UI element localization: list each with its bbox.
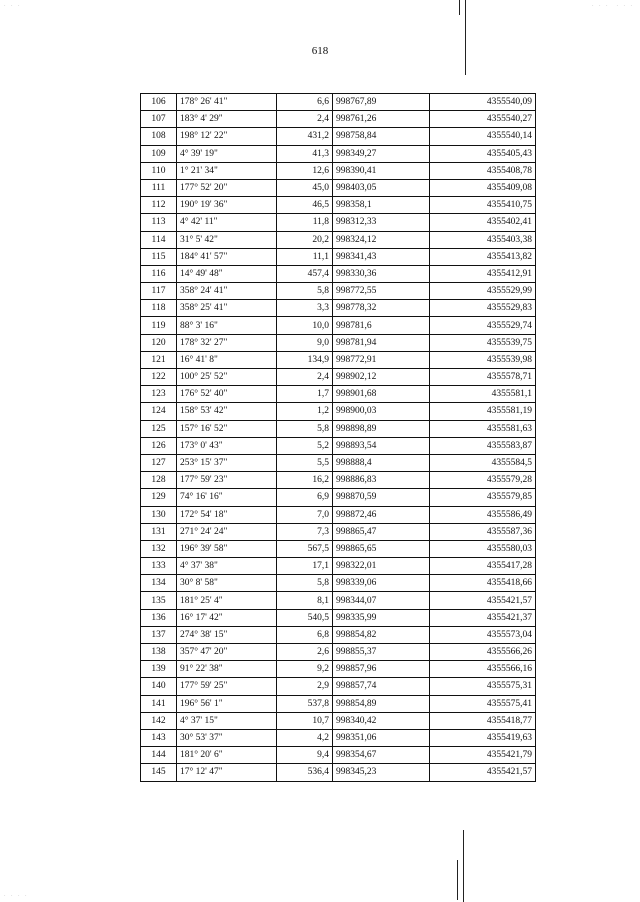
point-number-cell: 115 [141, 248, 177, 265]
point-number-cell: 119 [141, 317, 177, 334]
y-coordinate-cell: 4355418,66 [430, 575, 536, 592]
length-cell: 12,6 [277, 162, 333, 179]
y-coordinate-cell: 4355412,91 [430, 265, 536, 282]
table-row [141, 558, 536, 575]
angle-cell: 184° 41' 57" [177, 248, 277, 265]
y-coordinate-cell: 4355540,27 [430, 111, 536, 128]
length-cell: 2,4 [277, 369, 333, 386]
point-number-cell: 141 [141, 695, 177, 712]
point-number-cell: 132 [141, 540, 177, 557]
length-cell: 9,0 [277, 334, 333, 351]
x-coordinate-cell: 998330,36 [333, 265, 430, 282]
angle-cell: 100° 25' 52" [177, 369, 277, 386]
length-cell: 10,7 [277, 712, 333, 729]
length-cell: 20,2 [277, 231, 333, 248]
y-coordinate-cell: 4355405,43 [430, 145, 536, 162]
angle-cell: 4° 37' 38" [177, 558, 277, 575]
x-coordinate-cell: 998322,01 [333, 558, 430, 575]
table-row [141, 540, 536, 557]
point-number-cell: 128 [141, 472, 177, 489]
scan-noise-top-left: . . . [4, 2, 22, 8]
angle-cell: 14° 49' 48" [177, 265, 277, 282]
table-row [141, 609, 536, 626]
angle-cell: 358° 25' 41" [177, 300, 277, 317]
x-coordinate-cell: 998351,06 [333, 729, 430, 746]
angle-cell: 30° 8' 58" [177, 575, 277, 592]
x-coordinate-cell: 998854,82 [333, 626, 430, 643]
angle-cell: 91° 22' 38" [177, 661, 277, 678]
point-number-cell: 112 [141, 197, 177, 214]
point-number-cell: 142 [141, 712, 177, 729]
length-cell: 7,0 [277, 506, 333, 523]
x-coordinate-cell: 998898,89 [333, 420, 430, 437]
point-number-cell: 122 [141, 369, 177, 386]
point-number-cell: 137 [141, 626, 177, 643]
x-coordinate-cell: 998345,23 [333, 764, 430, 781]
table-row [141, 265, 536, 282]
x-coordinate-cell: 998772,55 [333, 283, 430, 300]
y-coordinate-cell: 4355419,63 [430, 729, 536, 746]
point-number-cell: 145 [141, 764, 177, 781]
y-coordinate-cell: 4355421,57 [430, 764, 536, 781]
angle-cell: 158° 53' 42" [177, 403, 277, 420]
page-number: 618 [311, 45, 329, 57]
table-row [141, 111, 536, 128]
table-row [141, 678, 536, 695]
point-number-cell: 133 [141, 558, 177, 575]
x-coordinate-cell: 998902,12 [333, 369, 430, 386]
length-cell: 6,6 [277, 94, 333, 111]
x-coordinate-cell: 998339,06 [333, 575, 430, 592]
length-cell: 17,1 [277, 558, 333, 575]
length-cell: 5,8 [277, 283, 333, 300]
point-number-cell: 116 [141, 265, 177, 282]
y-coordinate-cell: 4355584,5 [430, 454, 536, 471]
table-row [141, 214, 536, 231]
angle-cell: 88° 3' 16" [177, 317, 277, 334]
y-coordinate-cell: 4355540,14 [430, 128, 536, 145]
y-coordinate-cell: 4355408,78 [430, 162, 536, 179]
table-row [141, 420, 536, 437]
point-number-cell: 123 [141, 386, 177, 403]
y-coordinate-cell: 4355583,87 [430, 437, 536, 454]
point-number-cell: 111 [141, 179, 177, 196]
angle-cell: 4° 37' 15" [177, 712, 277, 729]
y-coordinate-cell: 4355402,41 [430, 214, 536, 231]
table-row [141, 386, 536, 403]
x-coordinate-cell: 998335,99 [333, 609, 430, 626]
y-coordinate-cell: 4355580,03 [430, 540, 536, 557]
y-coordinate-cell: 4355566,16 [430, 661, 536, 678]
table-row [141, 351, 536, 368]
point-number-cell: 136 [141, 609, 177, 626]
length-cell: 11,8 [277, 214, 333, 231]
x-coordinate-cell: 998341,43 [333, 248, 430, 265]
point-number-cell: 120 [141, 334, 177, 351]
point-number-cell: 127 [141, 454, 177, 471]
length-cell: 8,1 [277, 592, 333, 609]
length-cell: 5,5 [277, 454, 333, 471]
y-coordinate-cell: 4355587,36 [430, 523, 536, 540]
x-coordinate-cell: 998767,89 [333, 94, 430, 111]
x-coordinate-cell: 998781,6 [333, 317, 430, 334]
point-number-cell: 121 [141, 351, 177, 368]
x-coordinate-cell: 998781,94 [333, 334, 430, 351]
y-coordinate-cell: 4355410,75 [430, 197, 536, 214]
point-number-cell: 109 [141, 145, 177, 162]
length-cell: 5,8 [277, 420, 333, 437]
coordinates-table-body [141, 94, 536, 782]
x-coordinate-cell: 998901,68 [333, 386, 430, 403]
x-coordinate-cell: 998390,41 [333, 162, 430, 179]
table-row [141, 197, 536, 214]
x-coordinate-cell: 998358,1 [333, 197, 430, 214]
angle-cell: 30° 53' 37" [177, 729, 277, 746]
point-number-cell: 114 [141, 231, 177, 248]
angle-cell: 31° 5' 42" [177, 231, 277, 248]
point-number-cell: 113 [141, 214, 177, 231]
y-coordinate-cell: 4355575,31 [430, 678, 536, 695]
y-coordinate-cell: 4355421,79 [430, 747, 536, 764]
length-cell: 5,8 [277, 575, 333, 592]
length-cell: 5,2 [277, 437, 333, 454]
length-cell: 10,0 [277, 317, 333, 334]
angle-cell: 177° 59' 23" [177, 472, 277, 489]
y-coordinate-cell: 4355581,19 [430, 403, 536, 420]
y-coordinate-cell: 4355529,83 [430, 300, 536, 317]
table-row [141, 145, 536, 162]
scan-noise-bottom-left: . . . . [4, 892, 29, 898]
length-cell: 41,3 [277, 145, 333, 162]
x-coordinate-cell: 998778,32 [333, 300, 430, 317]
length-cell: 1,7 [277, 386, 333, 403]
length-cell: 540,5 [277, 609, 333, 626]
y-coordinate-cell: 4355418,77 [430, 712, 536, 729]
x-coordinate-cell: 998761,26 [333, 111, 430, 128]
length-cell: 7,3 [277, 523, 333, 540]
point-number-cell: 129 [141, 489, 177, 506]
length-cell: 9,2 [277, 661, 333, 678]
length-cell: 6,9 [277, 489, 333, 506]
table-row [141, 300, 536, 317]
angle-cell: 16° 41' 8" [177, 351, 277, 368]
point-number-cell: 138 [141, 644, 177, 661]
angle-cell: 181° 25' 4" [177, 592, 277, 609]
x-coordinate-cell: 998870,59 [333, 489, 430, 506]
y-coordinate-cell: 4355417,28 [430, 558, 536, 575]
y-coordinate-cell: 4355413,82 [430, 248, 536, 265]
y-coordinate-cell: 4355581,1 [430, 386, 536, 403]
table-row [141, 94, 536, 111]
table-row [141, 644, 536, 661]
y-coordinate-cell: 4355566,26 [430, 644, 536, 661]
angle-cell: 172° 54' 18" [177, 506, 277, 523]
table-row [141, 283, 536, 300]
table-row [141, 523, 536, 540]
angle-cell: 190° 19' 36" [177, 197, 277, 214]
table-row [141, 712, 536, 729]
angle-cell: 271° 24' 24" [177, 523, 277, 540]
scan-edge-line-bottom [463, 830, 464, 902]
x-coordinate-cell: 998893,54 [333, 437, 430, 454]
point-number-cell: 126 [141, 437, 177, 454]
table-row [141, 369, 536, 386]
point-number-cell: 106 [141, 94, 177, 111]
x-coordinate-cell: 998340,42 [333, 712, 430, 729]
angle-cell: 358° 24' 41" [177, 283, 277, 300]
point-number-cell: 131 [141, 523, 177, 540]
x-coordinate-cell: 998324,12 [333, 231, 430, 248]
table-row [141, 747, 536, 764]
table-row [141, 403, 536, 420]
x-coordinate-cell: 998855,37 [333, 644, 430, 661]
angle-cell: 198° 12' 22" [177, 128, 277, 145]
length-cell: 3,3 [277, 300, 333, 317]
length-cell: 567,5 [277, 540, 333, 557]
angle-cell: 178° 26' 41" [177, 94, 277, 111]
y-coordinate-cell: 4355539,75 [430, 334, 536, 351]
length-cell: 45,0 [277, 179, 333, 196]
table-row [141, 317, 536, 334]
table-row [141, 162, 536, 179]
point-number-cell: 125 [141, 420, 177, 437]
angle-cell: 17° 12' 47" [177, 764, 277, 781]
y-coordinate-cell: 4355579,28 [430, 472, 536, 489]
length-cell: 46,5 [277, 197, 333, 214]
table-row [141, 729, 536, 746]
x-coordinate-cell: 998886,83 [333, 472, 430, 489]
point-number-cell: 143 [141, 729, 177, 746]
length-cell: 6,8 [277, 626, 333, 643]
table-row [141, 454, 536, 471]
scan-edge-line-bottom-left [457, 860, 458, 900]
y-coordinate-cell: 4355578,71 [430, 369, 536, 386]
y-coordinate-cell: 4355529,74 [430, 317, 536, 334]
x-coordinate-cell: 998865,47 [333, 523, 430, 540]
x-coordinate-cell: 998312,33 [333, 214, 430, 231]
table-row [141, 626, 536, 643]
y-coordinate-cell: 4355529,99 [430, 283, 536, 300]
angle-cell: 178° 32' 27" [177, 334, 277, 351]
scan-noise-top-right: . . . . . . [592, 2, 634, 8]
point-number-cell: 118 [141, 300, 177, 317]
point-number-cell: 108 [141, 128, 177, 145]
y-coordinate-cell: 4355579,85 [430, 489, 536, 506]
point-number-cell: 144 [141, 747, 177, 764]
point-number-cell: 139 [141, 661, 177, 678]
angle-cell: 196° 39' 58" [177, 540, 277, 557]
x-coordinate-cell: 998772,91 [333, 351, 430, 368]
table-row [141, 128, 536, 145]
x-coordinate-cell: 998888,4 [333, 454, 430, 471]
x-coordinate-cell: 998758,84 [333, 128, 430, 145]
y-coordinate-cell: 4355575,41 [430, 695, 536, 712]
length-cell: 4,2 [277, 729, 333, 746]
y-coordinate-cell: 4355421,37 [430, 609, 536, 626]
y-coordinate-cell: 4355573,04 [430, 626, 536, 643]
x-coordinate-cell: 998865,65 [333, 540, 430, 557]
point-number-cell: 124 [141, 403, 177, 420]
x-coordinate-cell: 998857,74 [333, 678, 430, 695]
angle-cell: 253° 15' 37" [177, 454, 277, 471]
length-cell: 134,9 [277, 351, 333, 368]
angle-cell: 274° 38' 15" [177, 626, 277, 643]
point-number-cell: 130 [141, 506, 177, 523]
table-row [141, 764, 536, 781]
table-row [141, 506, 536, 523]
length-cell: 2,9 [277, 678, 333, 695]
point-number-cell: 117 [141, 283, 177, 300]
y-coordinate-cell: 4355581,63 [430, 420, 536, 437]
length-cell: 2,4 [277, 111, 333, 128]
table-row [141, 661, 536, 678]
angle-cell: 357° 47' 20" [177, 644, 277, 661]
x-coordinate-cell: 998872,46 [333, 506, 430, 523]
angle-cell: 177° 52' 20" [177, 179, 277, 196]
y-coordinate-cell: 4355539,98 [430, 351, 536, 368]
x-coordinate-cell: 998344,07 [333, 592, 430, 609]
x-coordinate-cell: 998900,03 [333, 403, 430, 420]
angle-cell: 181° 20' 6" [177, 747, 277, 764]
table-row [141, 592, 536, 609]
x-coordinate-cell: 998854,89 [333, 695, 430, 712]
scan-edge-line-top [465, 0, 466, 75]
length-cell: 536,4 [277, 764, 333, 781]
angle-cell: 1° 21' 34" [177, 162, 277, 179]
x-coordinate-cell: 998403,05 [333, 179, 430, 196]
table-row [141, 472, 536, 489]
length-cell: 11,1 [277, 248, 333, 265]
table-row [141, 575, 536, 592]
length-cell: 2,6 [277, 644, 333, 661]
angle-cell: 183° 4' 29" [177, 111, 277, 128]
x-coordinate-cell: 998349,27 [333, 145, 430, 162]
coordinates-table [140, 93, 536, 782]
x-coordinate-cell: 998857,96 [333, 661, 430, 678]
angle-cell: 4° 42' 11" [177, 214, 277, 231]
angle-cell: 176° 52' 40" [177, 386, 277, 403]
table-row [141, 179, 536, 196]
y-coordinate-cell: 4355421,57 [430, 592, 536, 609]
point-number-cell: 110 [141, 162, 177, 179]
table-row [141, 437, 536, 454]
table-row [141, 334, 536, 351]
angle-cell: 196° 56' 1" [177, 695, 277, 712]
point-number-cell: 134 [141, 575, 177, 592]
angle-cell: 4° 39' 19" [177, 145, 277, 162]
length-cell: 457,4 [277, 265, 333, 282]
angle-cell: 157° 16' 52" [177, 420, 277, 437]
y-coordinate-cell: 4355409,08 [430, 179, 536, 196]
table-row [141, 695, 536, 712]
length-cell: 16,2 [277, 472, 333, 489]
scan-edge-line-top-left [459, 0, 460, 15]
x-coordinate-cell: 998354,67 [333, 747, 430, 764]
angle-cell: 16° 17' 42" [177, 609, 277, 626]
angle-cell: 177° 59' 25" [177, 678, 277, 695]
length-cell: 537,8 [277, 695, 333, 712]
point-number-cell: 140 [141, 678, 177, 695]
table-row [141, 248, 536, 265]
angle-cell: 173° 0' 43" [177, 437, 277, 454]
y-coordinate-cell: 4355540,09 [430, 94, 536, 111]
y-coordinate-cell: 4355586,49 [430, 506, 536, 523]
y-coordinate-cell: 4355403,38 [430, 231, 536, 248]
angle-cell: 74° 16' 16" [177, 489, 277, 506]
length-cell: 1,2 [277, 403, 333, 420]
length-cell: 431,2 [277, 128, 333, 145]
table-row [141, 231, 536, 248]
point-number-cell: 135 [141, 592, 177, 609]
point-number-cell: 107 [141, 111, 177, 128]
length-cell: 9,4 [277, 747, 333, 764]
table-row [141, 489, 536, 506]
